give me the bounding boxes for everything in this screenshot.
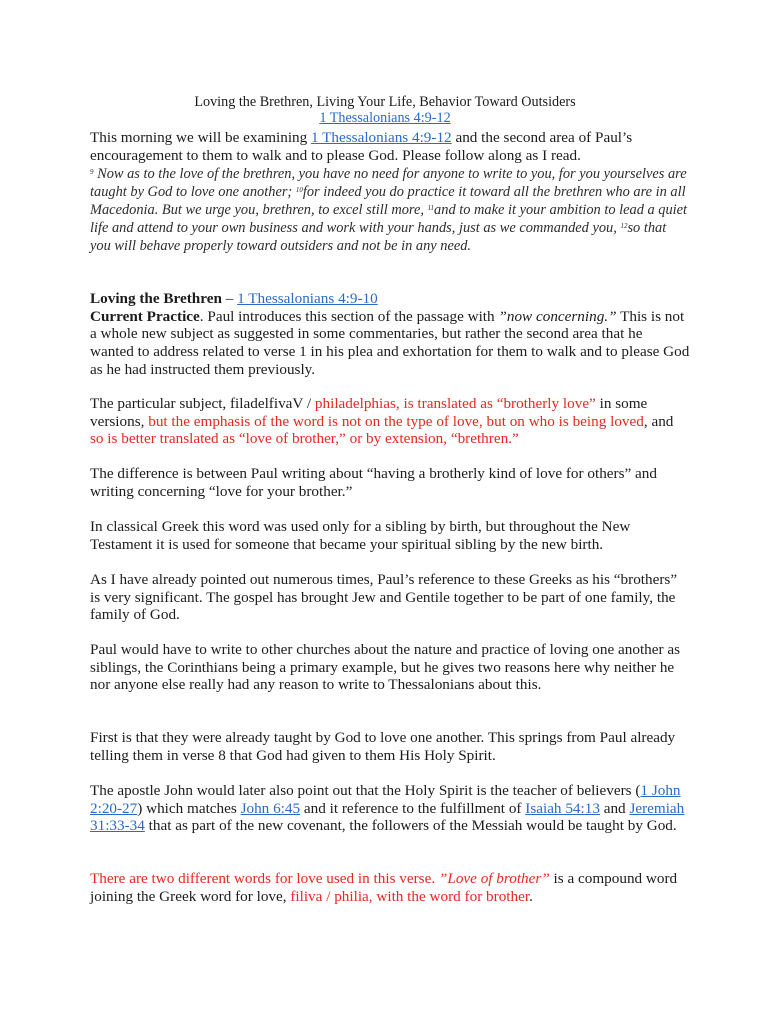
scripture-link-john[interactable]: John 6:45 [240,799,301,817]
highlight-text: filiva / philia, with the word for brother [290,887,530,905]
title-text: Loving the Brethren, Living Your Life, Behavior Toward Outsiders [194,94,576,110]
paragraph-subject: The particular subject, filadelfivaV / philadelphias, is translated as “brotherly love” in some versions, but the emphasis of the word is not on the type of love, but on who is being loved, and so is better translated as “love of brother,” or by extension, “brethren.” [90,395,674,448]
current-practice-label: Current Practice [90,307,200,325]
section-loving-brethren: Loving the Brethren – 1 Thessalonians 4:9-10 Current Practice. Paul introduces this section of the passage with ”now concerning.” This is not a whole new subject as suggested in some commentaries, but rather the second area that he wanted to address related to verse 1 in his plea and exhortation for them to walk and to please God as he had instructed them previously. [90,290,690,378]
paragraph-first-reason: First is that they were already taught by God to love one another. This springs from Paul already telling them in verse 8 that God had given to them His Holy Spirit. [90,729,676,764]
section-heading: Loving the Brethren [90,290,222,307]
title-scripture-link[interactable]: 1 Thessalonians 4:9-12 [319,110,451,126]
document-title [90,94,680,126]
highlight-text: but the emphasis of the word is not on the type of love, but on who is being loved [148,412,644,430]
scripture-passage: $^9$ Now as to the love of the brethren, you have no need for anyone to write to you, for you yourselves are taught by God to love one another; $^{10}$for indeed you do practice it toward all the brethren who are in all Macedonia. But we urge you, brethren, to excel still more, $^{11}$and to make it your ambition to lead a quiet life and attend to your own business and work with your hands, just as we commanded you, $^{12}$so that you will behave properly toward outsiders and not be in any need. [90,166,688,255]
verse-number: 9 [90,168,94,176]
intro-scripture-link[interactable]: 1 Thessalonians 4:9-12 [311,129,452,146]
section-scripture-link[interactable]: 1 Thessalonians 4:9-10 [237,290,378,307]
highlight-text: There are two different words for love used in this verse. [90,870,439,887]
verse-number: 11 [427,204,435,213]
inline-quote: ”now concerning.” [498,307,617,325]
intro-paragraph: This morning we will be examining 1 Thessalonians 4:9-12 and the second area of Paul’s encouragement to them to walk and to please God. Please follow along as I read. [90,129,633,164]
paragraph-difference: The difference is between Paul writing about “having a brotherly kind of love for others” and writing concerning “love for your brother.” [90,465,657,500]
highlight-text: so is better translated as “love of brother,” or by extension, “brethren.” [90,430,519,448]
paragraph-apostle-john: The apostle John would later also point out that the Holy Spirit is the teacher of believers (1 John 2:20-27) which matches John 6:45 and it reference to the fulfillment of Isaiah 54:13 and Jeremiah 31:33-34 that as part of the new covenant, the followers of the Messiah would be taught by God. [90,782,685,835]
verse-number: 10 [295,186,303,195]
inline-quote: ”Love of brother” [438,870,550,887]
verse-number: 12 [620,222,628,231]
paragraph-classical-greek: In classical Greek this word was used only for a sibling by birth, but throughout the New Testament it is used for someone that became your spiritual sibling by the new birth. [90,518,631,553]
scripture-link-jeremiah[interactable]: Jeremiah 31:33-34 [90,799,685,835]
scripture-link-isaiah[interactable]: Isaiah 54:13 [525,799,600,817]
paragraph-greeks: As I have already pointed out numerous times, Paul’s reference to these Greeks as his “brothers” is very significant. The gospel has brought Jew and Gentile together to be part of one family, the family of God. [90,571,678,624]
scripture-link-1john[interactable]: 1 John 2:20-27 [90,782,681,817]
highlight-text: philadelphias, is translated as “brotherly love” [314,395,596,412]
paragraph-two-words: There are two different words for love used in this verse. ”Love of brother” is a compound word joining the Greek word for love, filiva / philia, with the word for brother. [90,870,678,905]
paragraph-churches: Paul would have to write to other churches about the nature and practice of loving one another as siblings, the Corinthians being a primary example, but he gives two reasons here why neither he nor anyone else really had any reason to write to Thessalonians about this. [90,641,681,694]
